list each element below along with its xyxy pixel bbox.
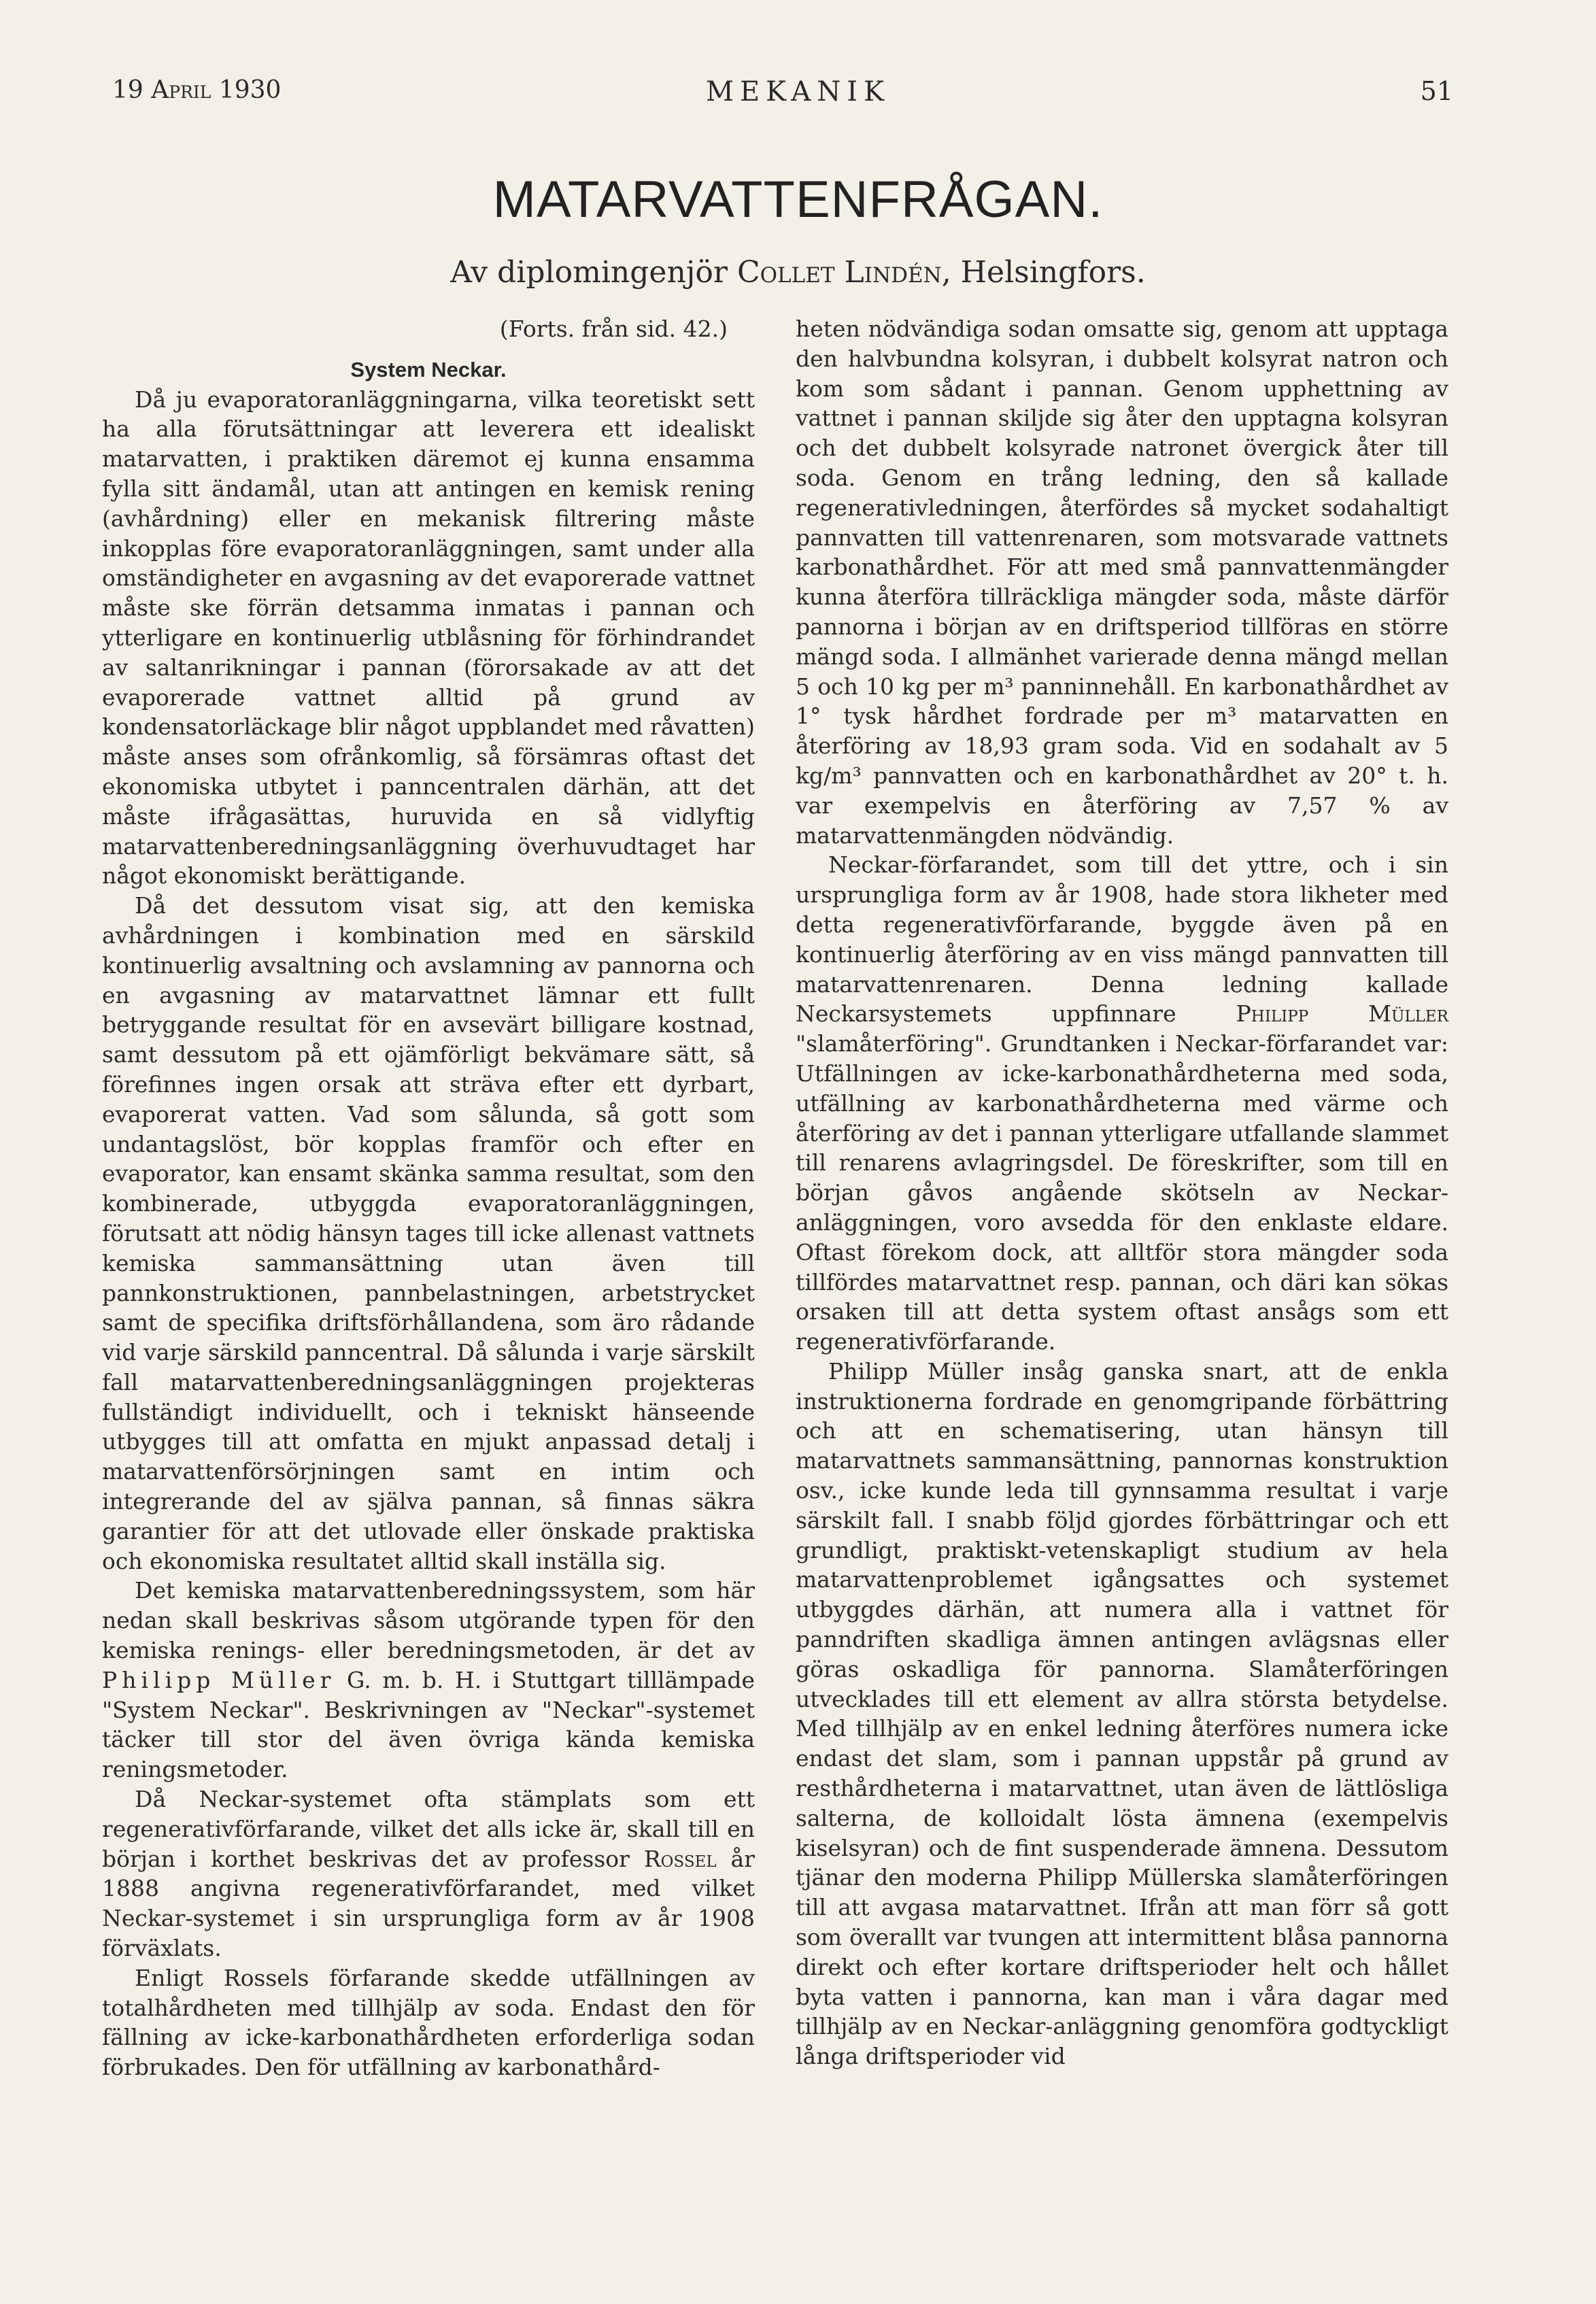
paragraph: Då ju evaporatoranläggningarna, vilka teoretiskt sett ha alla förutsättningar att leverera ett idealiskt matarvatten, i praktiken däremot ej kunna ensamma fylla sitt ändamål, utan att antingen en kemisk rening (avhårdning) eller en mekanisk filtrering måste inkopplas före evaporatoranläggningen, samt under alla omständigheter en avgasning av det evaporerade vattnet måste ske förrän detsamma inmatas i pannan och ytterligare en kontinuerlig utblåsning för förhindrandet av saltanrikningar i pannan (förorsakade av att det evaporerade vattnet alltid på grund av kondensatorläckage blir något uppblandet med råvatten) måste anses som ofrånkomlig, så försämras oftast det ekonomiska utbytet i panncentralen därhän, att det måste ifrågasättas, huruvida en så vidlyftig matarvattenberedningsanläggning överhuvudtaget har något ekonomiskt berättigande.	[102, 386, 755, 890]
firm-name: Philipp Müller	[102, 1666, 336, 1693]
paragraph	[796, 850, 1448, 1357]
left-column	[102, 314, 755, 2082]
paragraph: Philipp Müller insåg ganska snart, att de enkla instruktionerna fordrade en genomgripande förbättring och att en schematisering, utan hänsyn till matarvattnets sammansättning, pannornas konstruktion osv., icke kunde leda till gynnsamma resultat i varje särskilt fall. I snabb följd gjordes förbättringar och ett grundligt, praktiskt-vetenskapligt studium av hela matarvattenproblemet igångsattes och systemet utbyggdes därhän, att numera alla i vattnet för panndriften skadliga ämnen antingen avlägsnas eller göras oskadliga för pannorna. Slamåterföringen utvecklades till ett element av allra största betydelse. Med tillhjälp av en enkel ledning återföres numera icke endast det slam, som i pannan uppstår på grund av resthårdheterna i matarvattnet, utan även de lättlösliga salterna, de kolloidalt lösta ämnena (exempelvis kiselsyran) och de fint suspenderade ämnena. Dessutom tjänar den moderna Philipp Müllerska slamåterföringen till att avgasa matarvattnet. Ifrån att man förr så gott som överallt var tvungen att intermittent blåsa pannorna direkt och efter kortare driftsperioder helt och hållet byta vatten i pannorna, kan man i våra dagar med tillhjälp av en Neckar-anläggning genomföra godtyckligt långa driftsperioder vid	[796, 1357, 1448, 2070]
section-subheading: System Neckar.	[350, 357, 507, 382]
page-number: 51	[1420, 76, 1453, 106]
byline-suffix: , Helsingfors.	[941, 255, 1146, 290]
date-year: 1930	[218, 76, 282, 104]
continuation-note	[102, 314, 728, 344]
author-name: Collet Lindén	[736, 255, 942, 290]
paragraph: Då det dessutom visat sig, att den kemiska avhårdningen i kombination med en särskild kontinuerlig avsaltning och avslamning av pannorna och en avgasning av matarvattnet lämnar ett fullt betryggande resultat för en avsevärt billigare kostnad, samt dessutom på ett ojämförligt bekvämare sätt, så förefinnes ingen orsak att sträva efter ett dyrbart, evaporerat vatten. Vad som sålunda, så gott som undantagslöst, bör kopplas framför och efter en evaporator, kan ensamt skänka samma resultat, som den kombinerade, utbyggda evaporatoranläggningen, förutsatt att nödig hänsyn tages till icke allenast vattnets kemiska sammansättning utan även till pannkonstruktionen, pannbelastningen, arbetstrycket samt de specifika driftsförhållandena, som äro rådande vid varje särskild panncentral. Då sålunda i varje särskilt fall matarvattenberedningsanläggningen projekteras fullständigt individuellt, och i tekniskt hänseende utbygges till att omfatta en mjukt anpassad detalj i matarvattenförsörjningen samt en intim och integrerande del av själva pannan, så finnas säkra garantier för att det utlovade eller önskade praktiska och ekonomiska resultatet alltid skall inställa sig.	[102, 892, 755, 1574]
paragraph-text: Då Neckar-systemet ofta stämplats som ett regenerativförfarande, vilket det alls icke är, skall till en början i korthet beskrivas det av professor	[102, 1786, 755, 1872]
person-name: Rossel	[643, 1845, 717, 1872]
paragraph-text: år 1888 angivna regenerativförfarandet, med vilket Neckar-systemet i sin ursprungliga form av år 1908 förväxlats.	[102, 1845, 755, 1962]
paragraph: heten nödvändiga sodan omsatte sig, genom att upptaga den halvbundna kolsyran, i dubbelt kolsyrat natron och kom som sådant i pannan. Genom upphettning av vattnet i pannan skiljde sig åter den upptagna kolsyran och det dubbelt kolsyrade natronet övergick åter till soda. Genom en trång ledning, den så kallade regenerativledningen, återfördes så mycket sodahaltigt pannvatten till vattenrenaren, som motsvarade vattnets karbonathårdhet. För att med små pannvattenmängder kunna återföra tillräckliga mängder soda, måste därför pannorna i början av en driftsperiod tillföras en större mängd soda. I allmänhet varierade denna mängd mellan 5 och 10 kg per m³ panninnehåll. En karbonathårdhet av 1° tysk hårdhet fordrade per m³ matarvatten en återföring av 18,93 gram soda. Vid en sodahalt av 5 kg/m³ pannvatten och en karbonathårdhet av 20° t. h. var exempelvis en återföring av 7,57 % av matarvattenmängden nödvändig.	[796, 316, 1448, 849]
right-column	[796, 314, 1448, 2071]
date-day: 19	[112, 76, 143, 104]
paragraph-text: "slamåterföring". Grundtanken i Neckar-förfarandet var: Utfällningen av icke-karbonathårdheterna med soda, utfällning av karbonathårdheterna med värme och återföring av det i pannan ytterligare utfallande slammet till renarens avlagringsdel. De föreskrifter, som till en början gåvos angående skötseln av Neckar-anläggningen, voro avsedda för den enklaste eldare. Oftast förekom dock, att alltför stora mängder soda tillfördes matarvattnet resp. pannan, och däri kan sökas orsaken till att detta system oftast ansågs som ett regenerativförfarande.	[796, 1030, 1448, 1355]
paragraph-text: Det kemiska matarvattenberedningssystem, som här nedan skall beskrivas såsom utgörande typen för den kemiska renings- eller beredningsmetoden, är det av	[102, 1577, 755, 1664]
continuation-text: (Forts. från sid. 42.)	[499, 316, 728, 342]
paragraph-text: G. m. b. H. i Stuttgart tilllämpade "System Neckar". Beskrivningen av "Neckar"-systemet täcker till stor del även övriga kända kemiska reningsmetoder.	[102, 1666, 755, 1783]
paragraph: Enligt Rossels förfarande skedde utfällningen av totalhårdheten med tillhjälp av soda. Endast den för fällning av icke-karbonathårdheten erforderliga sodan förbrukades. Den för utfällning av karbonathård-	[102, 1964, 755, 2081]
date-month: April	[151, 76, 211, 104]
byline	[0, 255, 1596, 290]
paragraph	[102, 1576, 755, 1784]
paragraph-text: Neckar-förfarandet, som till det yttre, och i sin ursprungliga form av år 1908, hade stora likheter med detta regenerativförfarande, byggde även på en kontinuerlig återföring av en viss mängd pannvatten till matarvattenrenaren. Denna ledning kallade Neckarsystemets uppfinnare	[796, 851, 1448, 1028]
paragraph	[102, 1784, 755, 1963]
byline-prefix: Av diplomingenjör	[450, 255, 728, 290]
article-title: MATARVATTENFRÅGAN.	[492, 171, 1104, 228]
person-name: Philipp Müller	[1236, 1000, 1448, 1028]
running-head	[0, 76, 1596, 117]
journal-name: MEKANIK	[706, 76, 890, 107]
